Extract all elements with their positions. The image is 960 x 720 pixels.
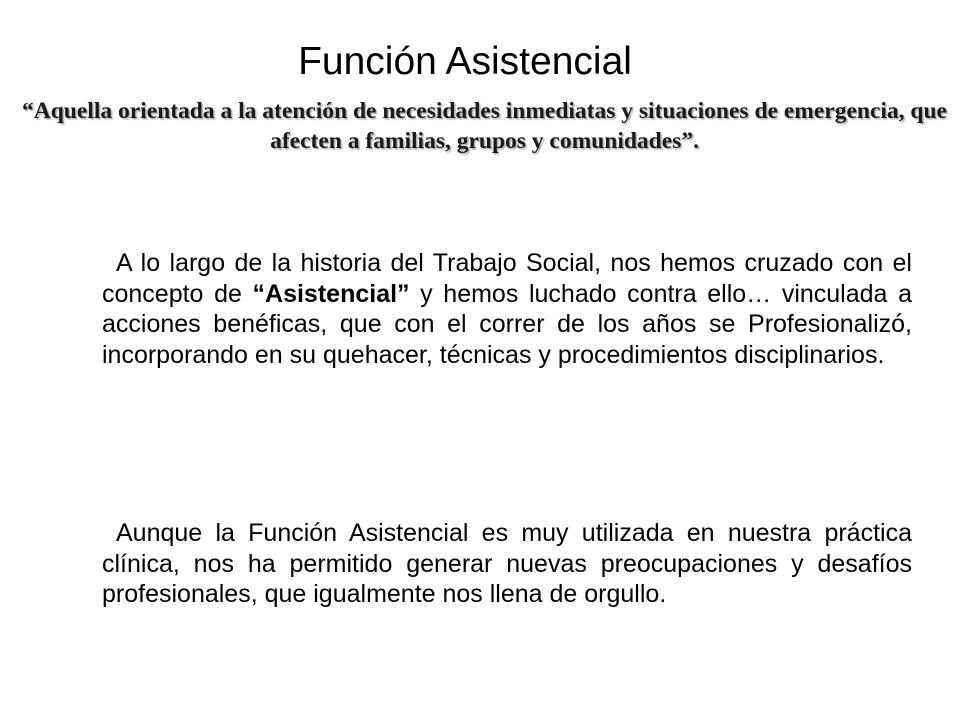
slide-title: Función Asistencial xyxy=(298,40,632,83)
definition-quote: “Aquella orientada a la atención de necesidades inmediatas y situaciones de emergencia, que afecten a familias, grupos y comunidades”. xyxy=(22,98,947,154)
paragraph-history-start: A lo largo de la historia del Trabajo Social, nos hemos cruzado con el concepto de xyxy=(102,249,912,308)
paragraph-clinical-practice: Aunque la Función Asistencial es muy utilizada en nuestra práctica clínica, nos ha permitido generar nuevas preocupaciones y desafíos profesionales, que igualmente nos llena de orgullo. xyxy=(102,519,912,608)
asistencial-emphasis: “Asistencial” xyxy=(252,279,410,308)
paragraph-history-end: y hemos luchado contra ello… vinculada a acciones benéficas, que con el correr de los años se Profesionalizó, incorporando en su quehacer, técnicas y procedimientos disciplinarios. xyxy=(102,279,912,369)
paragraph-history xyxy=(102,248,912,370)
